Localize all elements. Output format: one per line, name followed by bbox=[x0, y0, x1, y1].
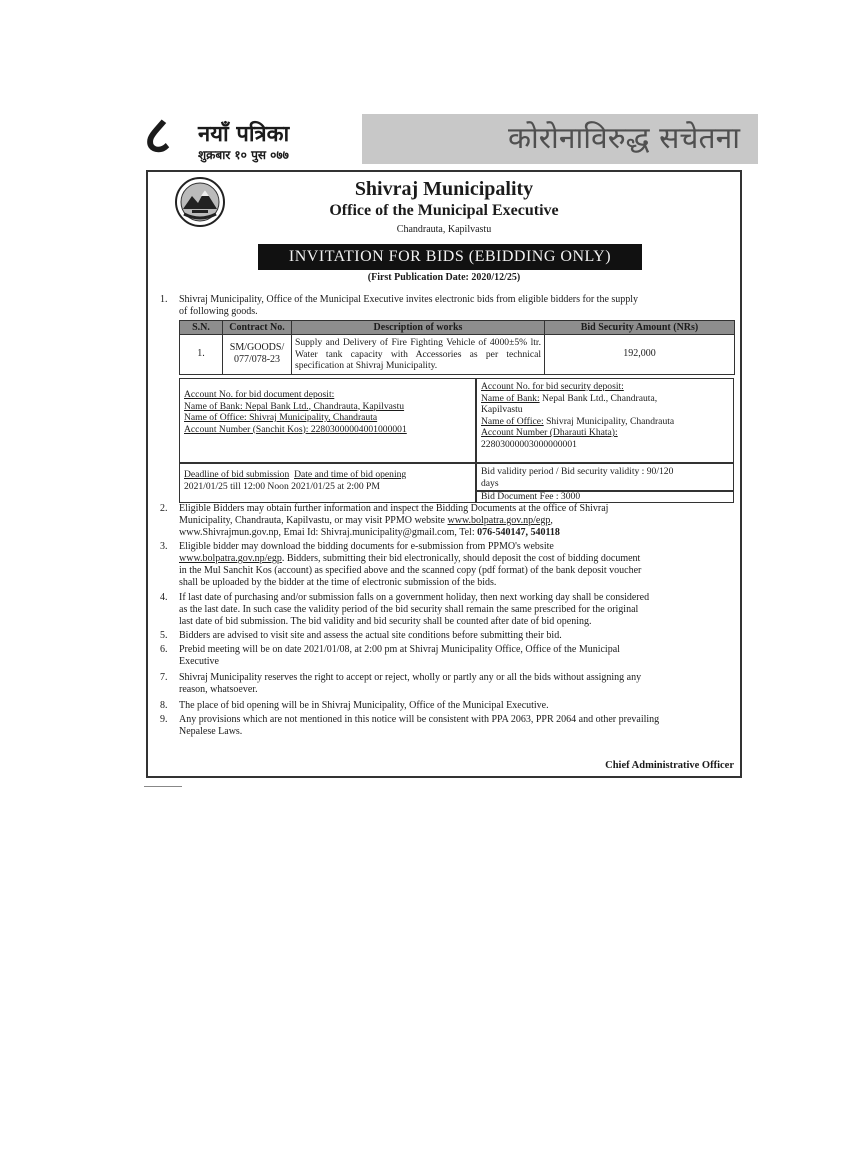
publication-date: (First Publication Date: 2020/12/25) bbox=[367, 272, 521, 283]
item-number: 5. bbox=[160, 630, 168, 641]
deposit-doc-heading: Account No. for bid document deposit: bbox=[184, 389, 335, 400]
signatory: Chief Administrative Officer bbox=[605, 760, 734, 771]
item4-line: as the last date. In such case the validity period of the bid security shall remain the same prescribed for the original bbox=[179, 604, 639, 615]
item2-text: , bbox=[550, 515, 553, 526]
item-number: 7. bbox=[160, 672, 168, 683]
item-number: 9. bbox=[160, 714, 168, 725]
item3-line: Eligible bidder may download the bidding documents for e-submission from PPMO's website bbox=[179, 541, 554, 552]
item7-line: Shivraj Municipality reserves the right to accept or reject, wholly or partly any or all the bids without assigning any bbox=[179, 672, 642, 683]
bid-notice bbox=[146, 170, 742, 778]
contract-cell bbox=[223, 335, 292, 375]
security-bank-line bbox=[481, 393, 729, 405]
item8-line: The place of bid opening will be in Shivraj Municipality, Office of the Municipal Executive. bbox=[179, 700, 549, 711]
item3-line bbox=[179, 553, 640, 566]
item-number: 6. bbox=[160, 644, 168, 655]
security-bank-value-2: Kapilvastu bbox=[481, 404, 523, 415]
deadline-box bbox=[179, 463, 476, 503]
item2-text: Municipality, Chandrauta, Kapilvastu, or may visit PPMO website bbox=[179, 515, 448, 526]
goods-table bbox=[179, 320, 735, 375]
validity-line: days bbox=[481, 477, 499, 489]
ppmo-link[interactable]: www.bolpatra.gov.np/egp bbox=[179, 553, 282, 564]
opening-time-label: Date and time of bid opening bbox=[294, 469, 407, 480]
slogan-banner: कोरोनाविरुद्ध सचेतना bbox=[362, 114, 758, 164]
security-account-label: Account Number (Dharauti Khata): bbox=[481, 427, 618, 438]
item-number: 8. bbox=[160, 700, 168, 711]
sn-cell: 1. bbox=[180, 335, 223, 375]
item-number: 2. bbox=[160, 503, 168, 514]
item2-line bbox=[179, 527, 560, 540]
security-bank-value: Nepal Bank Ltd., Chandrauta, bbox=[542, 392, 658, 404]
item9-line: Nepalese Laws. bbox=[179, 726, 243, 737]
description-cell: Supply and Delivery of Fire Fighting Vehicle of 4000±5% ltr. Water tank capacity with Accessories as per technical specification at Shivraj Municipality. bbox=[292, 335, 545, 375]
item5-line: Bidders are advised to visit site and assess the actual site conditions before submitting their bid. bbox=[179, 630, 562, 641]
deadline-values bbox=[184, 481, 471, 493]
newspaper-date: शुक्रबार १० पुस ०७७ bbox=[198, 148, 289, 162]
invitation-banner: INVITATION FOR BIDS (EBIDDING ONLY) bbox=[258, 244, 642, 270]
security-bank-label: Name of Bank: bbox=[481, 392, 540, 404]
item1-line: of following goods. bbox=[179, 306, 258, 317]
deposit-doc-account: Account Number (Sanchit Kos): 22803000004001000001 bbox=[184, 423, 407, 435]
item4-line: last date of bid submission. The bid validity and bid security shall be counted after date of bid opening. bbox=[179, 616, 592, 627]
amount-cell: 192,000 bbox=[545, 335, 735, 375]
item-number: 1. bbox=[160, 294, 168, 305]
item9-line: Any provisions which are not mentioned in this notice will be consistent with PPA 2063, PPR 2064 and other prevailing bbox=[179, 714, 660, 725]
item-number: 4. bbox=[160, 592, 168, 603]
table-header: Contract No. bbox=[223, 321, 292, 335]
security-account-value: 22803000003000000001 bbox=[481, 438, 577, 450]
security-heading: Account No. for bid security deposit: bbox=[481, 381, 624, 392]
item6-line: Executive bbox=[179, 656, 219, 667]
document-fee: Bid Document Fee : 3000 bbox=[481, 491, 581, 502]
validity-box bbox=[476, 463, 734, 491]
municipality-title: Shivraj Municipality bbox=[354, 178, 534, 200]
security-office-line bbox=[481, 416, 729, 428]
item2-contact: www.Shivrajmun.gov.np, Emai Id: Shivraj.municipality@gmail.com, Tel: bbox=[179, 527, 478, 538]
security-office-value: Shivraj Municipality, Chandrauta bbox=[546, 415, 675, 427]
deposit-doc-office: Name of Office: Shivraj Municipality, Chandrauta bbox=[184, 412, 378, 423]
deadline-labels bbox=[184, 469, 471, 481]
bid-security-deposit-box bbox=[476, 378, 734, 463]
validity-line: Bid validity period / Bid security validity : 90/120 bbox=[481, 466, 674, 477]
newspaper-masthead bbox=[136, 106, 752, 170]
item-number: 3. bbox=[160, 541, 168, 552]
item1-line: Shivraj Municipality, Office of the Municipal Executive invites electronic bids from eligible bidders for the supply bbox=[179, 294, 639, 305]
office-subtitle: Office of the Municipal Executive bbox=[329, 202, 559, 219]
divider bbox=[144, 786, 182, 787]
telephone-numbers: 076-540147, 540118 bbox=[477, 527, 560, 538]
table-header: Bid Security Amount (NRs) bbox=[545, 321, 735, 335]
newspaper-clipping bbox=[130, 108, 754, 784]
item3-text: . Bidders, submitting their bid electronically, should deposit the cost of bidding document bbox=[281, 553, 641, 564]
fee-box bbox=[476, 491, 734, 503]
newspaper-name: नयाँ पत्रिका bbox=[198, 122, 290, 147]
item6-line: Prebid meeting will be on date 2021/01/08, at 2:00 pm at Shivraj Municipality Office, Office of the Municipal bbox=[179, 644, 620, 655]
table-header: S.N. bbox=[180, 321, 223, 335]
opening-time-value: 2021/01/25 at 2:00 PM bbox=[291, 480, 380, 492]
item3-line: in the Mul Sanchit Kos (account) as specified above and the scanned copy (pdf format) of the bank deposit voucher bbox=[179, 565, 642, 576]
deposit-doc-bank: Name of Bank: Nepal Bank Ltd., Chandrauta, Kapilvastu bbox=[184, 400, 405, 412]
item2-line: Eligible Bidders may obtain further information and inspect the Bidding Documents at the office of Shivraj bbox=[179, 503, 609, 514]
security-office-label: Name of Office: bbox=[481, 415, 544, 427]
item7-line: reason, whatsoever. bbox=[179, 684, 258, 695]
bid-document-deposit-box bbox=[179, 378, 476, 463]
contract-no-part: SM/GOODS/ bbox=[229, 342, 285, 354]
item4-line: If last date of purchasing and/or submission falls on a government holiday, then next working day shall be considered bbox=[179, 592, 650, 603]
contract-no-part: 077/078-23 bbox=[233, 354, 281, 366]
office-address: Chandrauta, Kapilvastu bbox=[396, 224, 492, 235]
submission-deadline-label: Deadline of bid submission bbox=[184, 469, 290, 480]
table-row bbox=[180, 335, 735, 375]
item3-line: shall be uploaded by the bidder at the time of electronic submission of the bids. bbox=[179, 577, 497, 588]
page-number: ८ bbox=[144, 106, 172, 166]
table-header: Description of works bbox=[292, 321, 545, 335]
ppmo-link[interactable]: www.bolpatra.gov.np/egp bbox=[447, 515, 551, 526]
submission-deadline-value: 2021/01/25 till 12:00 Noon bbox=[184, 480, 289, 492]
item2-line bbox=[179, 515, 553, 528]
